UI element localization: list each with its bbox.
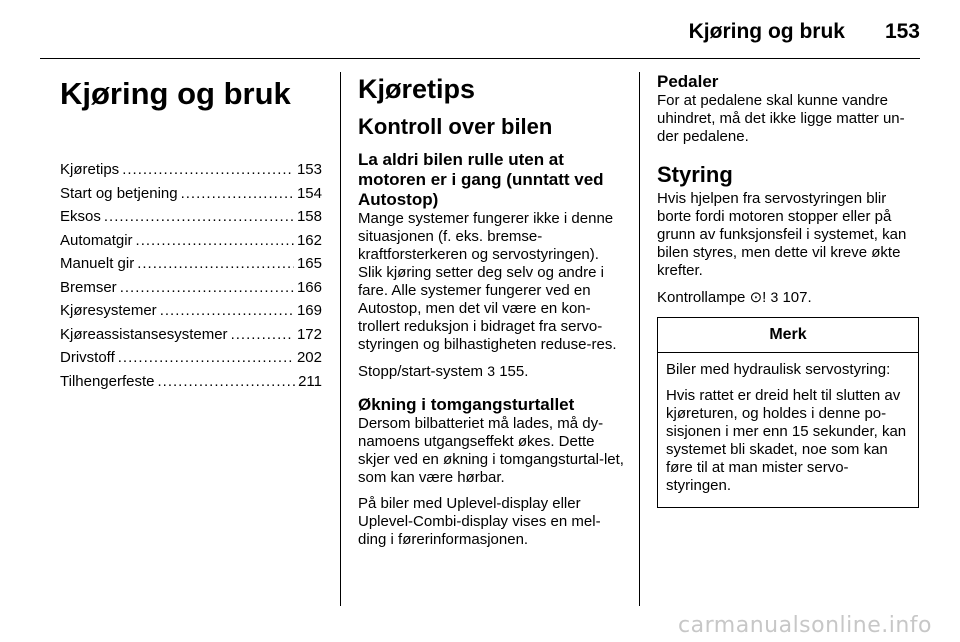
heading-idle: Økning i tomgangsturtallet [358,395,575,414]
toc-page: 153 [296,161,322,178]
paragraph-display: På biler med Uplevel-display eller Uplevel-Combi-display vises en mel-ding i førerinformasjonen. [358,495,601,548]
toc-item[interactable] [60,370,322,394]
watermark: carmanualsonline.info [678,613,932,638]
paragraph-rolling: Mange systemer fungerer ikke i denne situasjonen (f. eks. bremse-kraftforsterkeren og servostyringen). Slik kjøring setter deg selv og andre i fare. Alle systemer fungerer ved en Autostop, men det vil være en kon-trollert reduksjon i bidraget fra servo-styringen og bilhastigheten reduse-res. [358,210,617,353]
column-divider-1 [340,72,341,606]
reference-page: 155. [499,363,529,380]
page-number: 153 [884,20,920,43]
page-arrow-icon: 3 [770,289,779,305]
section-steering: Styring [657,162,733,187]
reference-warning-light [657,288,919,307]
note-body [658,353,918,507]
heading-pedals: Pedaler [657,72,719,91]
paragraph-idle: Dersom bilbatteriet må lades, må dy-namoens utgangseffekt økes. Dette skjer ved en økning i tomgangsturtal-let, som kan være hørbar. [358,415,624,486]
subsection-title: Kontroll over bilen [358,114,553,139]
toc-leader [122,158,294,182]
toc-label: Bremser [60,278,117,296]
paragraph-pedals: For at pedalene skal kunne vandre uhindret, må det ikke ligge matter un-der pedalene. [657,92,905,145]
toc-label: Kjøreassistansesystemer [60,325,228,343]
heading-rolling: La aldri bilen rulle uten at motoren er i gang (unntatt ved Autostop) [358,150,604,209]
toc-item[interactable] [60,299,322,323]
reference-start-stop [358,362,624,381]
toc-page: 154 [296,184,322,202]
page-arrow-icon: 3 [487,363,496,379]
note-line-1: Biler med hydraulisk servostyring: [666,361,891,378]
note-box [657,317,919,508]
header-title: Kjøring og bruk [688,20,845,43]
toc-item[interactable] [60,323,322,347]
reference-text: Stopp/start-system [358,363,484,380]
toc-item[interactable] [60,229,322,253]
toc-label: Drivstoff [60,349,115,366]
toc-item[interactable] [60,158,322,182]
toc-column [60,72,322,393]
column-divider-2 [639,72,640,606]
toc-page: 202 [296,349,322,366]
toc-label: Kjøresystemer [60,302,157,319]
note-line-2: Hvis rattet er dreid helt til slutten av kjøreturen, og holdes i denne po-sisjonen i mer enn 15 sekunder, kan systemet bli skadet, noe som kan føre til at man mister servo-styringen. [666,387,907,494]
section-title: Kjøretips [358,74,476,104]
toc-leader [137,252,294,276]
toc-label: Automatgir [60,231,133,249]
toc-label: Start og betjening [60,184,178,202]
toc-page: 169 [296,302,322,319]
toc-leader [181,182,294,206]
toc-item[interactable] [60,252,322,276]
toc-leader [160,299,294,323]
right-column [657,72,919,508]
running-header [689,20,920,44]
toc-page: 165 [296,255,322,272]
note-title: Merk [658,318,918,353]
toc-label: Tilhengerfeste [60,372,155,390]
toc-item[interactable] [60,346,322,370]
toc-leader [104,205,294,229]
chapter-title: Kjøring og bruk [60,76,291,111]
toc-leader [136,229,294,253]
toc-leader [231,323,294,347]
toc-list [60,158,322,393]
toc-page: 166 [296,278,322,296]
toc-page: 211 [298,372,322,390]
toc-page: 172 [296,325,322,343]
toc-page: 158 [296,208,322,225]
toc-label: Eksos [60,208,101,225]
middle-column [358,72,624,557]
toc-leader [158,370,296,394]
paragraph-steering: Hvis hjelpen fra servostyringen blir borte fordi motoren stopper eller på grunn av funksjonsfeil i systemet, kan bilen styres, men dette vil kreve økte krefter. [657,190,907,279]
toc-label: Kjøretips [60,161,120,178]
toc-item[interactable] [60,276,322,300]
reference-page: 107. [782,289,812,306]
toc-page: 162 [296,231,322,249]
toc-item[interactable] [60,205,322,229]
reference-text: Kontrollampe [657,289,746,306]
toc-leader [118,346,294,370]
toc-item[interactable] [60,182,322,206]
header-rule [40,58,920,59]
toc-leader [120,276,294,300]
toc-label: Manuelt gir [60,255,135,272]
steering-warning-icon: ⊙! [749,289,767,306]
